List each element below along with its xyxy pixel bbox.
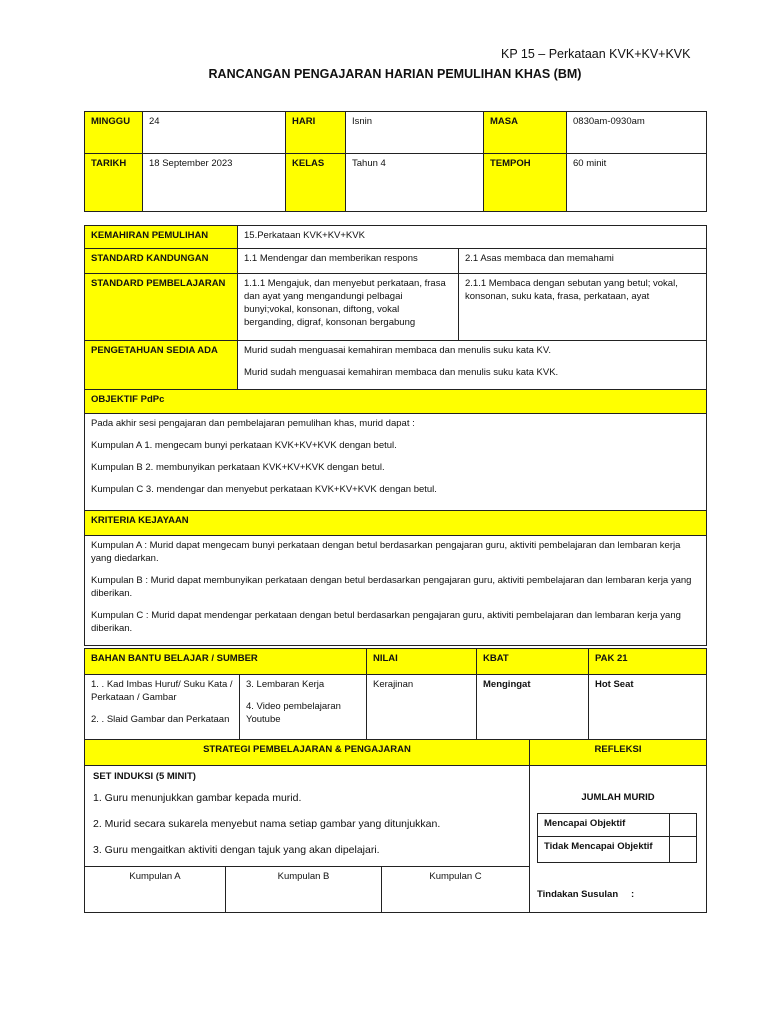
tidak-mencapai-objektif-label: Tidak Mencapai Objektif [537, 836, 670, 863]
standard-pembelajaran-1: 1.1.1 Mengajuk, dan menyebut perkataan, frasa dan ayat yang mengandungi pelbagai bunyi;vokal, konsonan, diftong, vokal berganding, digraf, konsonan bergabung [237, 273, 459, 341]
hari-value: Isnin [345, 111, 484, 154]
bbb-item-4: 4. Video pembelajaran Youtube [246, 701, 341, 725]
minggu-label: MINGGU [84, 111, 143, 154]
bbb-item-2: 2. . Slaid Gambar dan Perkataan [91, 714, 230, 725]
jumlah-murid-label: JUMLAH MURID [581, 792, 655, 803]
kriteria-kumpulan-a: Kumpulan A : Murid dapat mengecam bunyi perkataan dengan betul berdasarkan pengajaran guru, aktiviti pembelajaran dan lembaran kerja yang diedarkan. [91, 540, 681, 564]
standard-pembelajaran-2: 2.1.1 Membaca dengan sebutan yang betul; vokal, konsonan, suku kata, frasa, perkataan, ayat [458, 273, 707, 341]
standard-kandungan-2: 2.1 Asas membaca dan memahami [458, 248, 707, 274]
kemahiran-label: KEMAHIRAN PEMULIHAN [84, 225, 238, 249]
induksi-step-3: 3. Guru mengaitkan aktiviti dengan tajuk yang akan dipelajari. [93, 844, 380, 856]
standard-kandungan-label: STANDARD KANDUNGAN [84, 248, 238, 274]
pak21-value: Hot Seat [588, 674, 707, 740]
kriteria-kumpulan-c: Kumpulan C : Murid dapat mendengar perkataan dengan betul berdasarkan pengajaran guru, aktiviti pembelajaran dan lembaran kerja yang diberikan. [91, 610, 681, 634]
masa-value: 0830am-0930am [566, 111, 707, 154]
refleksi-header: REFLEKSI [529, 739, 707, 766]
objektif-intro: Pada akhir sesi pengajaran dan pembelajaran pemulihan khas, murid dapat : [91, 418, 415, 429]
kriteria-header: KRITERIA KEJAYAAN [84, 510, 707, 536]
bbb-col-2 [239, 674, 367, 740]
bbb-col-1 [84, 674, 240, 740]
bbb-item-3: 3. Lembaran Kerja [246, 679, 325, 690]
bbb-item-1: 1. . Kad Imbas Huruf/ Suku Kata / Perkataan / Gambar [91, 679, 233, 703]
pengetahuan-sedia-ada-label: PENGETAHUAN SEDIA ADA [84, 340, 238, 390]
strategi-header: STRATEGI PEMBELAJARAN & PENGAJARAN [84, 739, 530, 766]
objektif-header: OBJEKTIF PdPc [84, 389, 707, 414]
tindakan-susulan-colon: : [631, 889, 635, 900]
nilai-value: Kerajinan [366, 674, 477, 740]
induksi-step-2: 2. Murid secara sukarela menyebut nama setiap gambar yang ditunjukkan. [93, 818, 441, 830]
kumpulan-b-cell: Kumpulan B [225, 866, 382, 913]
tempoh-value: 60 minit [566, 153, 707, 212]
kbat-value: Mengingat [476, 674, 589, 740]
standard-pembelajaran-label: STANDARD PEMBELAJARAN [84, 273, 238, 341]
pak21-label: PAK 21 [588, 648, 707, 675]
objektif-body [84, 413, 707, 511]
mencapai-objektif-count [669, 813, 697, 837]
minggu-value: 24 [142, 111, 286, 154]
kemahiran-value: 15.Perkataan KVK+KV+KVK [237, 225, 707, 249]
nilai-label: NILAI [366, 648, 477, 675]
pengetahuan-sedia-ada-value [237, 340, 707, 390]
kriteria-kumpulan-b: Kumpulan B : Murid dapat membunyikan perkataan dengan betul berdasarkan pengajaran guru, aktiviti pembelajaran dan lembaran kerja yang diberikan. [91, 575, 692, 599]
tindakan-susulan-label: Tindakan Susulan [537, 889, 619, 900]
masa-label: MASA [483, 111, 567, 154]
kelas-label: KELAS [285, 153, 346, 212]
psa-line-1: Murid sudah menguasai kemahiran membaca dan menulis suku kata KV. [244, 345, 551, 356]
objektif-kumpulan-a: Kumpulan A 1. mengecam bunyi perkataan KVK+KV+KVK dengan betul. [91, 440, 397, 451]
objektif-kumpulan-c: Kumpulan C 3. mendengar dan menyebut perkataan KVK+KV+KVK dengan betul. [91, 484, 437, 495]
tidak-mencapai-objektif-count [669, 836, 697, 863]
kbat-label: KBAT [476, 648, 589, 675]
bbb-label: BAHAN BANTU BELAJAR / SUMBER [84, 648, 367, 675]
psa-line-2: Murid sudah menguasai kemahiran membaca dan menulis suku kata KVK. [244, 367, 559, 378]
kumpulan-a-cell: Kumpulan A [84, 866, 226, 913]
standard-kandungan-1: 1.1 Mendengar dan memberikan respons [237, 248, 459, 274]
tarikh-label: TARIKH [84, 153, 143, 212]
hari-label: HARI [285, 111, 346, 154]
set-induksi-cell [84, 765, 530, 867]
refleksi-body [529, 765, 707, 913]
objektif-kumpulan-b: Kumpulan B 2. membunyikan perkataan KVK+KV+KVK dengan betul. [91, 462, 385, 473]
kelas-value: Tahun 4 [345, 153, 484, 212]
kumpulan-c-cell: Kumpulan C [381, 866, 530, 913]
induksi-step-1: 1. Guru menunjukkan gambar kepada murid. [93, 792, 302, 804]
tarikh-value: 18 September 2023 [142, 153, 286, 212]
lesson-code: KP 15 – Perkataan KVK+KV+KVK [501, 47, 691, 61]
document-title: RANCANGAN PENGAJARAN HARIAN PEMULIHAN KHAS (BM) [208, 67, 582, 81]
kriteria-body [84, 535, 707, 646]
tempoh-label: TEMPOH [483, 153, 567, 212]
mencapai-objektif-label: Mencapai Objektif [537, 813, 670, 837]
set-induksi-title: SET INDUKSI (5 MINIT) [93, 771, 196, 782]
